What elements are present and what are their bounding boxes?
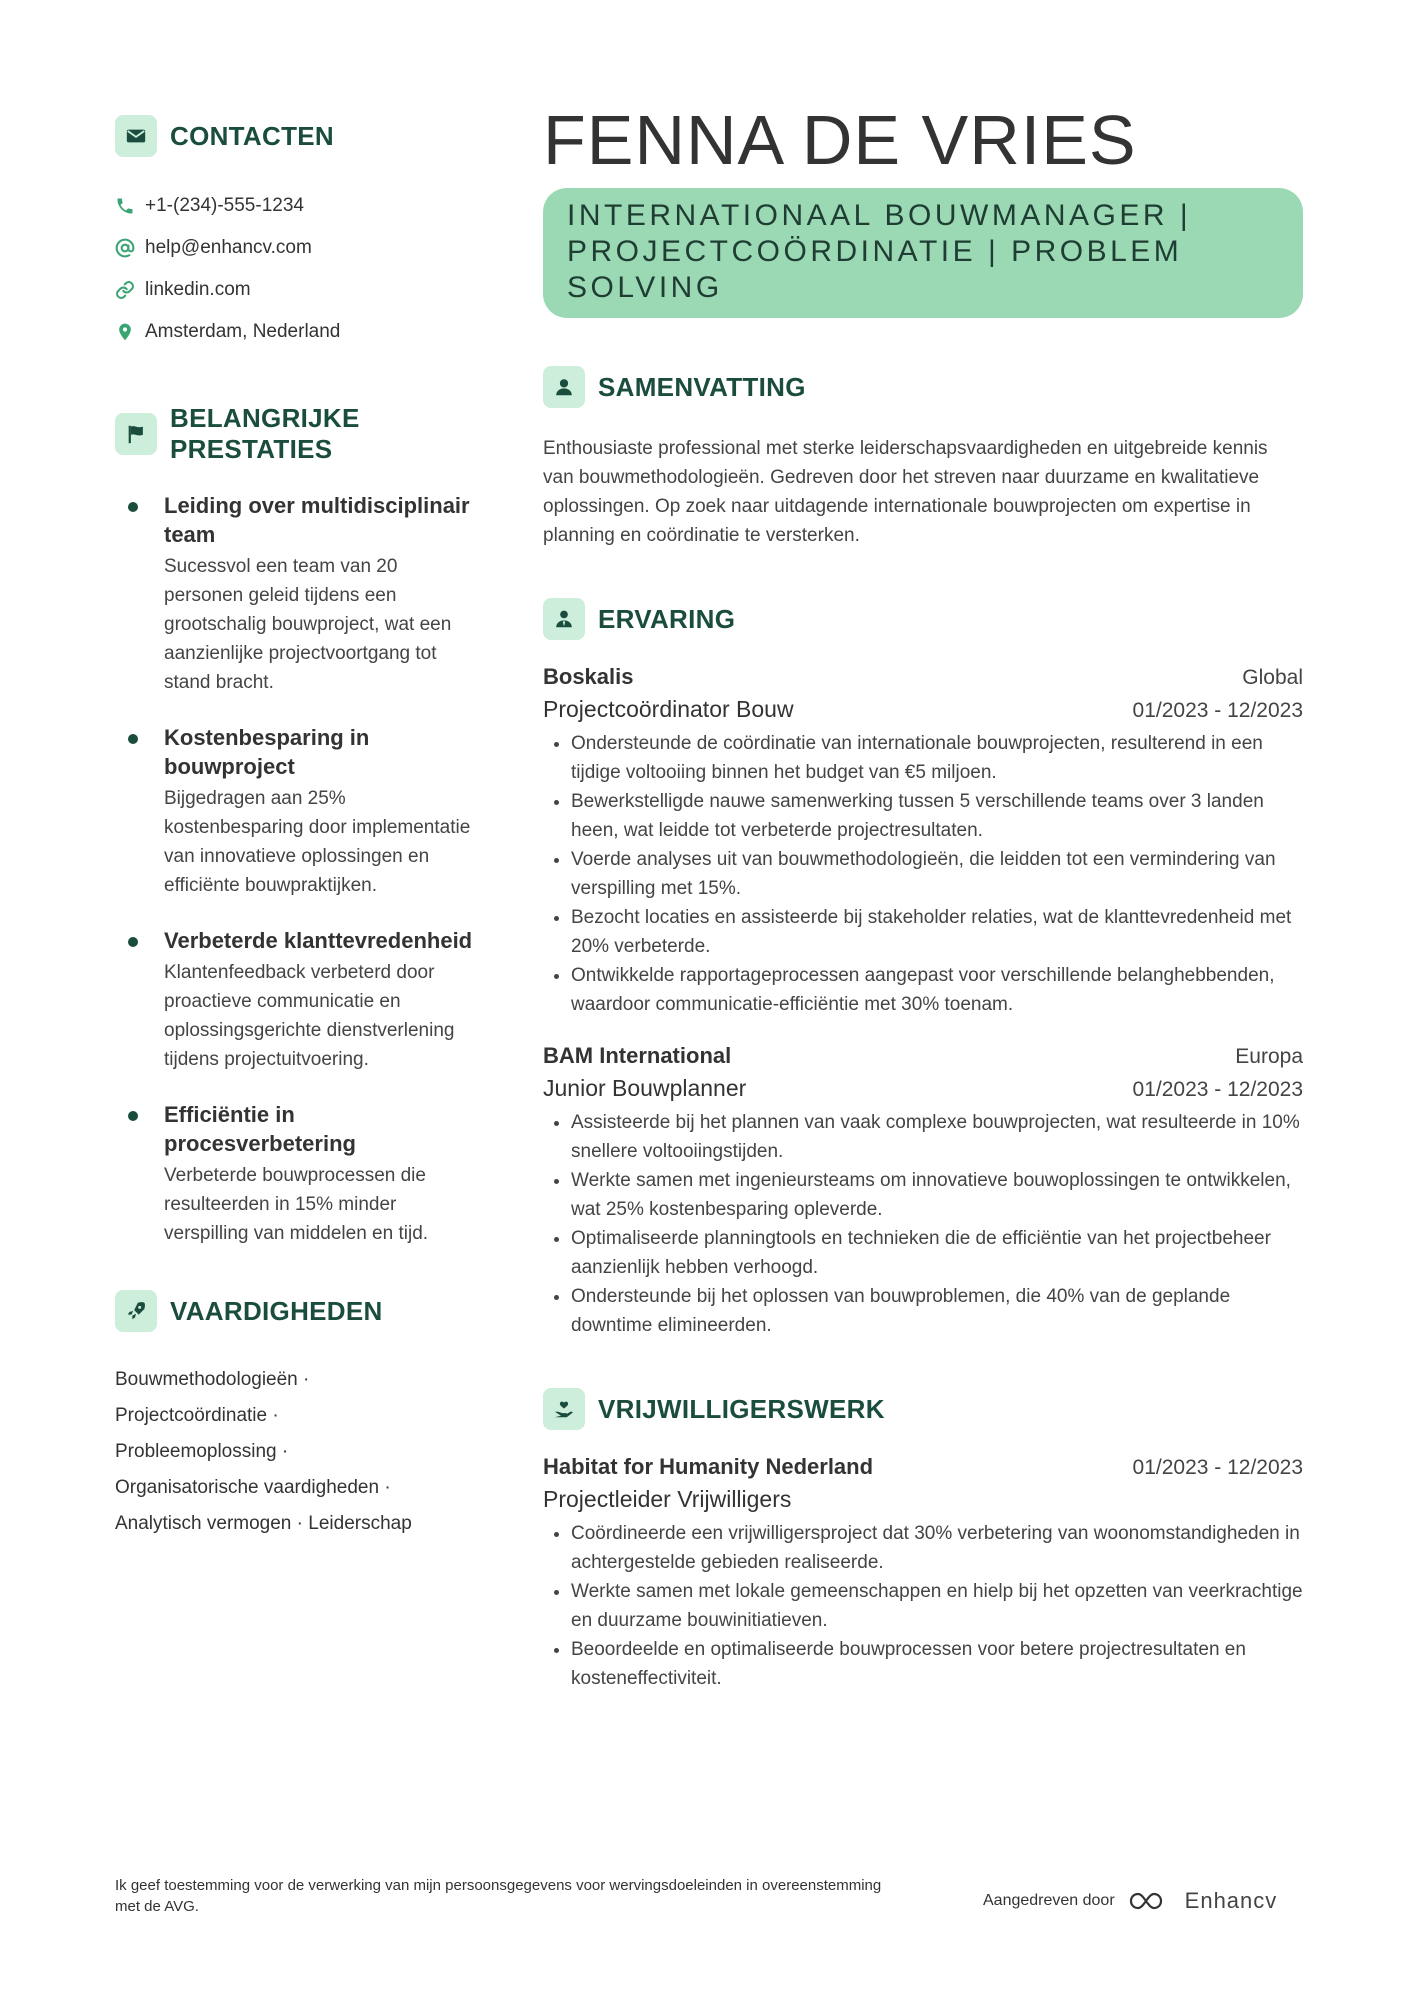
contact-email[interactable] bbox=[115, 227, 475, 269]
location-text: Amsterdam, Nederland bbox=[145, 321, 341, 342]
experience-title: ERVARING bbox=[598, 603, 736, 634]
powered-by-label: Aangedreven door bbox=[983, 1892, 1115, 1909]
contact-linkedin[interactable] bbox=[115, 269, 475, 311]
achievements-title bbox=[170, 403, 360, 465]
job-bullet: • Assisteerde bij het plannen van vaak complexe bouwprojecten, wat resulteerde in 10% snellere voltooiingstijden. bbox=[571, 1108, 1303, 1166]
phone-text: +1-(234)-555-1234 bbox=[145, 195, 304, 216]
summary-section bbox=[543, 366, 1303, 550]
user-icon bbox=[543, 366, 585, 408]
map-pin-icon bbox=[115, 322, 135, 342]
skill-item: Organisatorische vaardigheden bbox=[115, 1477, 380, 1498]
achievement-text: Klantenfeedback verbeterd door proactieve communicatie en oplossingsgerichte dienstverlening tijdens projectuitvoering. bbox=[164, 962, 455, 1070]
job-location: Europa bbox=[1235, 1045, 1303, 1068]
contact-phone[interactable] bbox=[115, 185, 475, 227]
enhancv-logo-icon bbox=[1127, 1889, 1173, 1913]
achievements-title-line2: PRESTATIES bbox=[170, 434, 333, 464]
job-location: Global bbox=[1242, 666, 1303, 689]
phone-icon bbox=[115, 196, 135, 216]
linkedin-text: linkedin.com bbox=[145, 279, 251, 300]
summary-title: SAMENVATTING bbox=[598, 371, 806, 402]
skills-section bbox=[115, 1290, 475, 1542]
at-sign-icon bbox=[115, 238, 135, 258]
job-company: Boskalis bbox=[543, 664, 634, 689]
job-dates: 01/2023 - 12/2023 bbox=[1132, 1078, 1303, 1101]
achievement-title: Efficiëntie in procesverbetering bbox=[164, 1102, 356, 1156]
job-company: BAM International bbox=[543, 1043, 732, 1068]
achievements-list bbox=[115, 491, 475, 1248]
right-column bbox=[543, 100, 1303, 1693]
job-dates: 01/2023 - 12/2023 bbox=[1132, 699, 1303, 722]
person-name: FENNA DE VRIES bbox=[543, 101, 1137, 179]
summary-header bbox=[543, 366, 1303, 408]
job-role: Junior Bouwplanner bbox=[543, 1075, 747, 1101]
achievement-text: Sucessvol een team van 20 personen geleid tijdens een grootschalig bouwproject, wat een aanzienlijke projectvoortgang tot stand bracht. bbox=[164, 556, 452, 693]
contacts-section bbox=[115, 115, 475, 353]
achievements-section bbox=[115, 403, 475, 1248]
email-text: help@enhancv.com bbox=[145, 237, 312, 258]
volunteer-header bbox=[543, 1388, 1303, 1430]
brand-name: Enhancv bbox=[1184, 1888, 1278, 1913]
volunteer-bullet: • Coördineerde een vrijwilligersproject dat 30% verbetering van woonomstandigheden in achtergestelde gebieden realiseerde. bbox=[571, 1519, 1303, 1577]
volunteer-title: VRIJWILLIGERSWERK bbox=[598, 1393, 885, 1424]
job-bullet: • Bezocht locaties en assisteerde bij stakeholder relaties, wat de klanttevredenheid met 20% verbeterde. bbox=[571, 903, 1303, 961]
consent-note: Ik geef toestemming voor de verwerking van mijn persoonsgegevens voor wervingsdoeleinden in overeenstemming met de AVG. bbox=[115, 1877, 882, 1915]
bullet-dot-icon bbox=[128, 937, 138, 947]
skills-list: Bouwmethodologieën · Projectcoördinatie · Probleemoplossing · Organisatorische vaardigheden · Analytisch vermogen · Leiderschap bbox=[115, 1369, 412, 1534]
skills-title: VAARDIGHEDEN bbox=[170, 1295, 383, 1326]
experience-section bbox=[543, 598, 1303, 1340]
achievement-text: Verbeterde bouwprocessen die resulteerden in 15% minder verspilling van middelen en tijd. bbox=[164, 1165, 429, 1244]
achievements-header bbox=[115, 403, 475, 465]
job-bullet: • Optimaliseerde planningtools en technieken die de efficiëntie van het projectbeheer aanzienlijk hebben verhoogd. bbox=[571, 1224, 1303, 1282]
job-bullet: • Ondersteunde bij het oplossen van bouwproblemen, die 40% van de geplande downtime elimineerden. bbox=[571, 1282, 1303, 1340]
achievement-item bbox=[115, 926, 475, 1074]
job-bullets bbox=[543, 1108, 1303, 1340]
achievement-title: Verbeterde klanttevredenheid bbox=[164, 928, 473, 953]
volunteer-bullets bbox=[543, 1519, 1303, 1693]
user-tie-icon bbox=[543, 598, 585, 640]
job-bullet: • Voerde analyses uit van bouwmethodologieën, die leidden tot een vermindering van verspilling met 15%. bbox=[571, 845, 1303, 903]
achievement-item bbox=[115, 723, 475, 900]
contacts-title: CONTACTEN bbox=[170, 120, 334, 151]
volunteer-org: Habitat for Humanity Nederland bbox=[543, 1454, 874, 1479]
contacts-header bbox=[115, 115, 475, 157]
skills-header bbox=[115, 1290, 475, 1332]
volunteer-entry bbox=[543, 1454, 1303, 1693]
skill-item: Bouwmethodologieën bbox=[115, 1369, 298, 1390]
envelope-icon bbox=[115, 115, 157, 157]
job-bullet: • Ontwikkelde rapportageprocessen aangepast voor verschillende belanghebbenden, waardoor communicatie-efficiëntie met 30% toenam. bbox=[571, 961, 1303, 1019]
hand-heart-icon bbox=[543, 1388, 585, 1430]
skill-item: Analytisch vermogen bbox=[115, 1513, 292, 1534]
volunteer-dates: 01/2023 - 12/2023 bbox=[1132, 1456, 1303, 1479]
skill-item: Leiderschap bbox=[308, 1513, 412, 1534]
bullet-dot-icon bbox=[128, 1111, 138, 1121]
job-bullet: • Bewerkstelligde nauwe samenwerking tussen 5 verschillende teams over 3 landen heen, wat leidde tot verbeterde projectresultaten. bbox=[571, 787, 1303, 845]
job-bullet: • Werkte samen met ingenieursteams om innovatieve bouwoplossingen te ontwikkelen, wat 25% kostenbesparing opleverde. bbox=[571, 1166, 1303, 1224]
job-entry bbox=[543, 1043, 1303, 1340]
link-icon bbox=[115, 280, 135, 300]
job-role: Projectcoördinator Bouw bbox=[543, 696, 794, 722]
flag-icon bbox=[115, 413, 157, 455]
contact-location bbox=[115, 311, 475, 353]
contact-list bbox=[115, 185, 475, 353]
left-column bbox=[115, 115, 475, 1542]
achievement-title: Leiding over multidisciplinair team bbox=[164, 493, 470, 547]
achievement-title: Kostenbesparing in bouwproject bbox=[164, 725, 370, 779]
job-entry bbox=[543, 664, 1303, 1019]
job-bullets bbox=[543, 729, 1303, 1019]
rocket-icon bbox=[115, 1290, 157, 1332]
skill-item: Projectcoördinatie bbox=[115, 1405, 268, 1426]
achievement-item bbox=[115, 491, 475, 697]
bullet-dot-icon bbox=[128, 734, 138, 744]
skill-item: Probleemoplossing bbox=[115, 1441, 277, 1462]
headline-banner: INTERNATIONAAL BOUWMANAGER | PROJECTCOÖRDINATIE | PROBLEM SOLVING bbox=[543, 188, 1303, 318]
summary-text: Enthousiaste professional met sterke leiderschapsvaardigheden en uitgebreide kennis van bouwmethodologieën. Gedreven door het streven naar duurzame en kwalitatieve oplossingen. Op zoek naar uitdagende internationale bouwprojecten om expertise in planning en coördinatie te versterken. bbox=[543, 438, 1268, 546]
volunteer-role: Projectleider Vrijwilligers bbox=[543, 1486, 792, 1512]
volunteer-section bbox=[543, 1388, 1303, 1693]
job-bullet: • Ondersteunde de coördinatie van internationale bouwprojecten, resulterend in een tijdige voltooiing binnen het budget van €5 miljoen. bbox=[571, 729, 1303, 787]
volunteer-bullet: • Werkte samen met lokale gemeenschappen en hielp bij het opzetten van veerkrachtige en duurzame bouwinitiatieven. bbox=[571, 1577, 1303, 1635]
powered-by[interactable] bbox=[983, 1888, 1277, 1914]
bullet-dot-icon bbox=[128, 502, 138, 512]
achievements-title-line1: BELANGRIJKE bbox=[170, 403, 360, 433]
achievement-item bbox=[115, 1100, 475, 1248]
achievement-text: Bijgedragen aan 25% kostenbesparing door implementatie van innovatieve oplossingen en efficiënte bouwpraktijken. bbox=[164, 788, 471, 896]
volunteer-bullet: • Beoordeelde en optimaliseerde bouwprocessen voor betere projectresultaten en kosteneffectiviteit. bbox=[571, 1635, 1303, 1693]
experience-header bbox=[543, 598, 1303, 640]
